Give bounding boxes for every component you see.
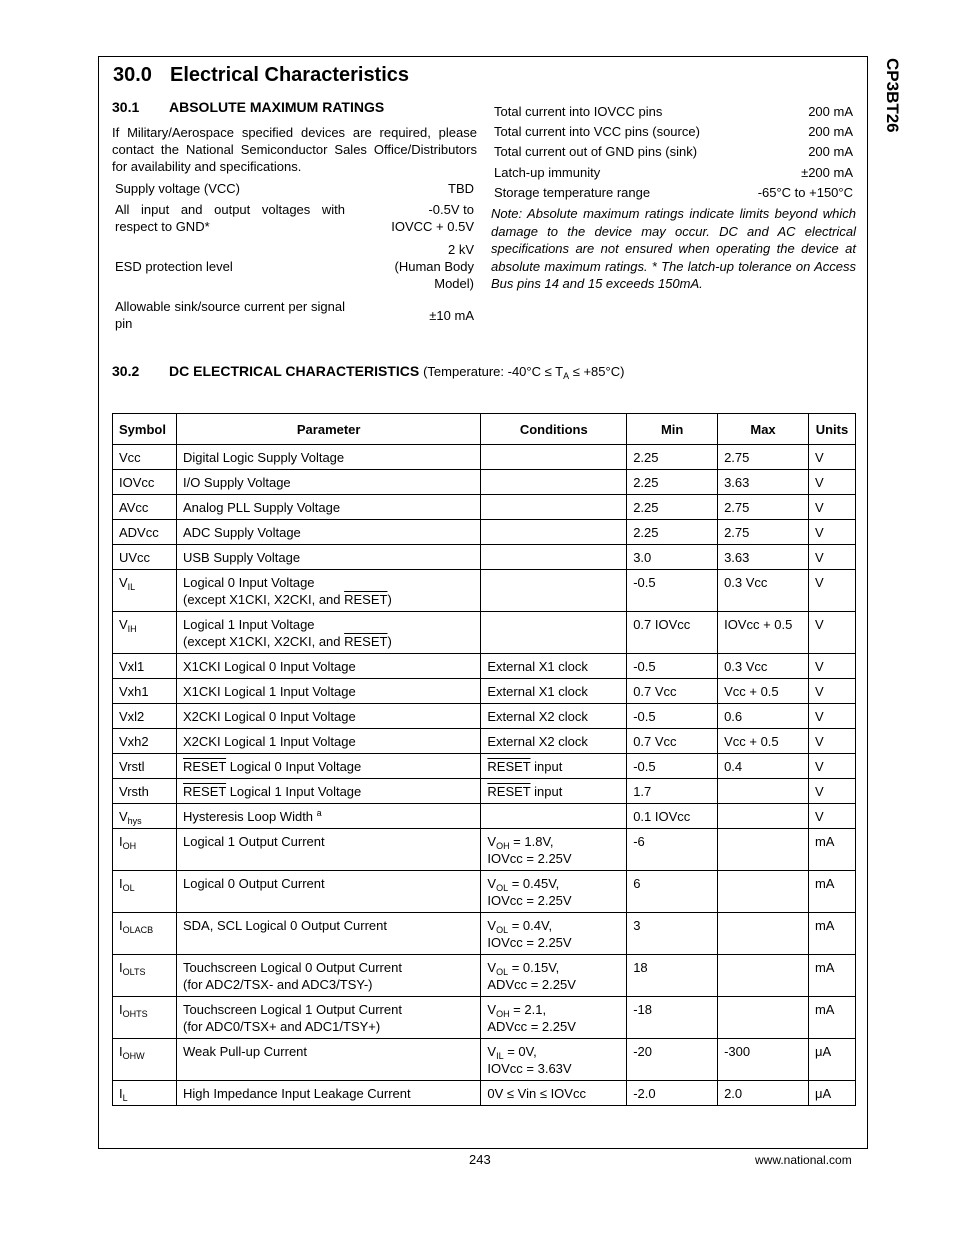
- cell-parameter: [176, 779, 480, 804]
- cell-conditions: [481, 829, 627, 871]
- cell-parameter: [176, 1081, 480, 1106]
- cell-conditions: [481, 495, 627, 520]
- parameter-text: Logical 1 Input Voltage: [226, 784, 362, 799]
- table-row: [113, 545, 856, 570]
- table-row: [113, 754, 856, 779]
- parameter-text: Logical 0 Input Voltage: [182, 575, 315, 590]
- cell-min: 0.7 Vcc: [627, 729, 718, 754]
- amr-param: ESD protection level: [115, 258, 233, 274]
- condition-symbol: V: [487, 1002, 497, 1017]
- amr-param: Supply voltage (VCC): [115, 181, 240, 196]
- condition-subscript: OH: [496, 841, 510, 851]
- parameter-text: Logical 0 Input Voltage: [226, 759, 362, 774]
- symbol-text: I: [119, 834, 123, 849]
- amr-value: -0.5V to IOVCC + 0.5V: [391, 202, 474, 234]
- table-body: [113, 445, 856, 1106]
- table-row: [113, 871, 856, 913]
- cell-conditions: [481, 654, 627, 679]
- condition-symbol: V: [487, 876, 497, 891]
- cell-parameter: [176, 997, 480, 1039]
- cell-max: 0.3 Vcc: [718, 570, 809, 612]
- cell-symbol: [113, 545, 177, 570]
- overline-text: RESET: [344, 634, 388, 649]
- cell-min: 3.0: [627, 545, 718, 570]
- table-row: [113, 679, 856, 704]
- symbol-subscript: OHW: [122, 1051, 145, 1061]
- cell-units: μA: [808, 1039, 855, 1081]
- overline-text: RESET: [487, 759, 531, 774]
- cell-max: IOVcc + 0.5: [718, 612, 809, 654]
- dc-characteristics-table: [112, 413, 856, 1106]
- cell-parameter: [176, 829, 480, 871]
- cell-parameter: [176, 495, 480, 520]
- temp-prefix: (Temperature: -40°C ≤ T: [423, 364, 564, 379]
- cell-units: V: [808, 545, 855, 570]
- cell-conditions: [481, 804, 627, 829]
- parameter-text: X1CKI Logical 1 Input Voltage: [182, 684, 356, 699]
- table-row: [113, 570, 856, 612]
- amr-param: Total current into VCC pins (source): [494, 123, 700, 139]
- condition-text: = 0.45V,: [508, 876, 560, 891]
- amr-param: Allowable sink/source current per signal pin: [115, 299, 345, 331]
- cell-units: V: [808, 470, 855, 495]
- parameter-text: Analog PLL Supply Voltage: [182, 500, 341, 515]
- symbol-text: V: [119, 617, 128, 632]
- cell-parameter: [176, 520, 480, 545]
- parameter-line2: (for ADC2/TSX- and ADC3/TSY-): [182, 977, 373, 992]
- cell-symbol: [113, 1081, 177, 1106]
- cell-symbol: [113, 997, 177, 1039]
- cell-parameter: [176, 1039, 480, 1081]
- condition-subscript: OL: [496, 883, 509, 893]
- condition-symbol: V: [487, 1044, 497, 1059]
- amr-row: [491, 101, 856, 121]
- amr-param: Storage temperature range: [494, 184, 651, 200]
- cell-max: [718, 955, 809, 997]
- parameter-text: Logical 0 Output Current: [182, 876, 325, 891]
- cell-parameter: [176, 871, 480, 913]
- cell-symbol: [113, 679, 177, 704]
- cell-parameter: [176, 470, 480, 495]
- footnote-marker: a: [316, 808, 322, 818]
- condition-text: External X2 clock: [487, 734, 588, 749]
- symbol-subscript: IH: [127, 624, 137, 634]
- symbol-subscript: hys: [127, 816, 142, 826]
- cell-symbol: [113, 470, 177, 495]
- condition-text: 0V ≤ Vin ≤ IOVcc: [487, 1086, 586, 1101]
- condition-text: input: [530, 784, 563, 799]
- cell-min: 2.25: [627, 445, 718, 470]
- condition-subscript: OH: [496, 1009, 510, 1019]
- section-title-text: Electrical Characteristics: [170, 64, 410, 86]
- amr-value: -65°C to +150°C: [757, 184, 853, 200]
- amr-row: [491, 121, 856, 141]
- cell-max: [718, 913, 809, 955]
- symbol-text: Vcc: [119, 450, 141, 465]
- cell-conditions: [481, 1081, 627, 1106]
- cell-symbol: [113, 779, 177, 804]
- cell-min: 0.7 Vcc: [627, 679, 718, 704]
- cell-min: -0.5: [627, 754, 718, 779]
- symbol-text: Vxh2: [119, 734, 149, 749]
- col-header-parameter: Parameter: [176, 414, 480, 445]
- cell-symbol: [113, 495, 177, 520]
- parameter-text: High Impedance Input Leakage Current: [182, 1086, 411, 1101]
- symbol-text: I: [119, 1086, 123, 1101]
- amr-value: 200 mA: [808, 144, 853, 160]
- cell-parameter: [176, 445, 480, 470]
- condition-line2: ADVcc = 2.25V: [487, 1019, 576, 1034]
- cell-conditions: [481, 779, 627, 804]
- cell-parameter: [176, 679, 480, 704]
- cell-min: 0.7 IOVcc: [627, 612, 718, 654]
- condition-line2: IOVcc = 2.25V: [487, 935, 572, 950]
- cell-conditions: [481, 955, 627, 997]
- symbol-text: I: [119, 876, 123, 891]
- cell-conditions: [481, 729, 627, 754]
- symbol-text: I: [119, 960, 123, 975]
- cell-units: mA: [808, 997, 855, 1039]
- cell-symbol: [113, 704, 177, 729]
- cell-units: V: [808, 612, 855, 654]
- amr-row: [112, 295, 477, 335]
- cell-min: -18: [627, 997, 718, 1039]
- cell-units: V: [808, 754, 855, 779]
- parameter-text: X2CKI Logical 1 Input Voltage: [182, 734, 356, 749]
- cell-units: V: [808, 445, 855, 470]
- col-header-min: Min: [627, 414, 718, 445]
- condition-subscript: IL: [496, 1051, 504, 1061]
- symbol-text: Vxh1: [119, 684, 149, 699]
- condition-text: = 0.4V,: [508, 918, 553, 933]
- cell-max: [718, 804, 809, 829]
- table-row: [113, 779, 856, 804]
- cell-min: 18: [627, 955, 718, 997]
- col-header-symbol: Symbol: [113, 414, 177, 445]
- symbol-text: UVcc: [119, 550, 151, 565]
- cell-units: V: [808, 779, 855, 804]
- parameter-text: X1CKI Logical 0 Input Voltage: [182, 659, 356, 674]
- parameter-text: I/O Supply Voltage: [182, 475, 291, 490]
- cell-max: 0.3 Vcc: [718, 654, 809, 679]
- cell-max: 0.4: [718, 754, 809, 779]
- cell-symbol: [113, 955, 177, 997]
- table-row: [113, 955, 856, 997]
- amr-value: ±200 mA: [801, 164, 853, 180]
- cell-units: V: [808, 729, 855, 754]
- symbol-subscript: OH: [122, 841, 137, 851]
- condition-symbol: V: [487, 960, 497, 975]
- col-header-units: Units: [808, 414, 855, 445]
- amr-param: Total current out of GND pins (sink): [494, 144, 698, 160]
- cell-min: 2.25: [627, 470, 718, 495]
- cell-conditions: [481, 704, 627, 729]
- amr-heading: [112, 99, 384, 115]
- table-row: [113, 997, 856, 1039]
- symbol-subscript: OLTS: [122, 967, 146, 977]
- cell-max: -300: [718, 1039, 809, 1081]
- cell-conditions: [481, 570, 627, 612]
- cell-max: Vcc + 0.5: [718, 679, 809, 704]
- table-row: [113, 654, 856, 679]
- cell-max: 2.75: [718, 520, 809, 545]
- condition-text: = 2.1,: [509, 1002, 547, 1017]
- col-header-conditions: Conditions: [481, 414, 627, 445]
- cell-units: V: [808, 804, 855, 829]
- amr-row: [491, 182, 856, 202]
- cell-conditions: [481, 470, 627, 495]
- cell-symbol: [113, 570, 177, 612]
- cell-symbol: [113, 445, 177, 470]
- cell-min: -0.5: [627, 704, 718, 729]
- cell-conditions: [481, 520, 627, 545]
- parameter-line2: (except X1CKI, X2CKI, and: [182, 592, 345, 607]
- cell-max: 0.6: [718, 704, 809, 729]
- cell-parameter: [176, 570, 480, 612]
- parameter-text: Hysteresis Loop Width: [182, 809, 317, 824]
- cell-conditions: [481, 913, 627, 955]
- dc-number: 30.2: [112, 363, 140, 379]
- condition-line2: ADVcc = 2.25V: [487, 977, 576, 992]
- parameter-text: X2CKI Logical 0 Input Voltage: [182, 709, 356, 724]
- table-row: [113, 445, 856, 470]
- amr-value: 200 mA: [808, 123, 853, 139]
- condition-text: = 0.15V,: [508, 960, 560, 975]
- amr-note: Note: Absolute maximum ratings indicate limits beyond which damage to the device may occur. DC and AC electrical specifications are not ensured when operating the device at absolute maximum ratings. * The latch-up tolerance on Access Bus pins 14 and 15 exceeds 150mA.: [491, 206, 856, 291]
- condition-text: External X1 clock: [487, 659, 588, 674]
- cell-units: mA: [808, 913, 855, 955]
- cell-symbol: [113, 829, 177, 871]
- cell-min: -20: [627, 1039, 718, 1081]
- symbol-text: Vrstl: [119, 759, 145, 774]
- cell-conditions: [481, 445, 627, 470]
- amr-param: Total current into IOVCC pins: [494, 103, 663, 119]
- cell-units: mA: [808, 955, 855, 997]
- parameter-text: Weak Pull-up Current: [182, 1044, 308, 1059]
- cell-symbol: [113, 654, 177, 679]
- amr-row: [112, 178, 477, 199]
- cell-min: 0.1 IOVcc: [627, 804, 718, 829]
- table-row: [113, 495, 856, 520]
- cell-symbol: [113, 520, 177, 545]
- cell-conditions: [481, 1039, 627, 1081]
- condition-symbol: V: [487, 834, 497, 849]
- cell-min: -0.5: [627, 570, 718, 612]
- cell-units: mA: [808, 829, 855, 871]
- cell-conditions: [481, 612, 627, 654]
- overline-text: RESET: [487, 784, 531, 799]
- amr-title: ABSOLUTE MAXIMUM RATINGS: [169, 99, 385, 115]
- col-header-max: Max: [718, 414, 809, 445]
- parameter-text: Touchscreen Logical 1 Output Current: [182, 1002, 402, 1017]
- cell-parameter: [176, 955, 480, 997]
- parameter-text: Digital Logic Supply Voltage: [182, 450, 345, 465]
- cell-parameter: [176, 804, 480, 829]
- table-row: [113, 804, 856, 829]
- symbol-subscript: OL: [122, 883, 135, 893]
- cell-min: 3: [627, 913, 718, 955]
- cell-units: V: [808, 654, 855, 679]
- cell-parameter: [176, 654, 480, 679]
- cell-conditions: [481, 679, 627, 704]
- amr-value: ±10 mA: [429, 307, 474, 323]
- symbol-subscript: IL: [127, 582, 136, 592]
- parameter-text: SDA, SCL Logical 0 Output Current: [182, 918, 387, 933]
- parameter-text: Logical 1 Input Voltage: [182, 617, 315, 632]
- cell-min: 1.7: [627, 779, 718, 804]
- cell-conditions: [481, 997, 627, 1039]
- temp-suffix: ≤ +85°C): [569, 364, 625, 379]
- table-row: [113, 704, 856, 729]
- symbol-text: I: [119, 1044, 123, 1059]
- cell-parameter: [176, 729, 480, 754]
- symbol-text: Vrsth: [119, 784, 149, 799]
- condition-text: External X2 clock: [487, 709, 588, 724]
- amr-row: [491, 162, 856, 182]
- parameter-text: USB Supply Voltage: [182, 550, 301, 565]
- symbol-text: Vxl1: [119, 659, 145, 674]
- cell-conditions: [481, 545, 627, 570]
- cell-units: V: [808, 704, 855, 729]
- amr-right-table: [491, 101, 856, 202]
- cell-min: -2.0: [627, 1081, 718, 1106]
- symbol-text: V: [119, 575, 128, 590]
- table-row: [113, 470, 856, 495]
- cell-max: 2.75: [718, 445, 809, 470]
- cell-units: V: [808, 679, 855, 704]
- amr-row: [112, 199, 477, 237]
- cell-parameter: [176, 545, 480, 570]
- cell-parameter: [176, 754, 480, 779]
- parameter-line2-end: ): [387, 634, 392, 649]
- cell-symbol: [113, 1039, 177, 1081]
- condition-symbol: V: [487, 918, 497, 933]
- cell-min: 2.25: [627, 520, 718, 545]
- cell-max: Vcc + 0.5: [718, 729, 809, 754]
- dc-title: DC ELECTRICAL CHARACTERISTICS: [169, 363, 420, 379]
- cell-max: [718, 997, 809, 1039]
- cell-min: -0.5: [627, 654, 718, 679]
- overline-text: RESET: [344, 592, 388, 607]
- cell-min: 2.25: [627, 495, 718, 520]
- condition-line2: IOVcc = 2.25V: [487, 893, 572, 908]
- symbol-text: AVcc: [119, 500, 149, 515]
- cell-max: [718, 829, 809, 871]
- cell-parameter: [176, 612, 480, 654]
- condition-text: input: [530, 759, 563, 774]
- condition-text: External X1 clock: [487, 684, 588, 699]
- symbol-subscript: L: [122, 1093, 128, 1103]
- parameter-line2-end: ): [387, 592, 392, 607]
- amr-left-table: [112, 178, 477, 335]
- cell-units: V: [808, 570, 855, 612]
- symbol-text: I: [119, 1002, 123, 1017]
- dc-heading: [112, 363, 624, 379]
- cell-units: mA: [808, 871, 855, 913]
- overline-text: RESET: [182, 759, 227, 774]
- cell-symbol: [113, 913, 177, 955]
- parameter-line2: (for ADC0/TSX+ and ADC1/TSY+): [182, 1019, 381, 1034]
- table-row: [113, 1081, 856, 1106]
- cell-max: 2.0: [718, 1081, 809, 1106]
- condition-subscript: OL: [496, 967, 509, 977]
- amr-param: Latch-up immunity: [494, 164, 601, 180]
- table-row: [113, 1039, 856, 1081]
- symbol-subscript: OHTS: [122, 1009, 148, 1019]
- cell-units: V: [808, 495, 855, 520]
- temp-sub: A: [563, 371, 570, 381]
- footer-url: www.national.com: [755, 1153, 852, 1167]
- amr-value: TBD: [448, 181, 474, 196]
- amr-row: [112, 237, 477, 295]
- cell-max: [718, 871, 809, 913]
- symbol-text: V: [119, 809, 128, 824]
- table-row: [113, 829, 856, 871]
- cell-parameter: [176, 704, 480, 729]
- side-product-label: CP3BT26: [883, 58, 902, 133]
- table-row: [113, 913, 856, 955]
- symbol-subscript: OLACB: [122, 925, 154, 935]
- table-row: [113, 729, 856, 754]
- cell-parameter: [176, 913, 480, 955]
- page-number: 243: [469, 1152, 491, 1167]
- cell-units: μA: [808, 1081, 855, 1106]
- condition-line2: IOVcc = 2.25V: [487, 851, 572, 866]
- cell-symbol: [113, 871, 177, 913]
- table-row: [113, 612, 856, 654]
- symbol-text: ADVcc: [119, 525, 159, 540]
- amr-intro: If Military/Aerospace specified devices are required, please contact the National Semiconductor Sales Office/Distributors for availability and specifications.: [112, 125, 477, 174]
- table-row: [113, 520, 856, 545]
- condition-text: = 0V,: [503, 1044, 537, 1059]
- symbol-text: I: [119, 918, 123, 933]
- table-header-row: [113, 414, 856, 445]
- cell-symbol: [113, 804, 177, 829]
- symbol-text: IOVcc: [119, 475, 155, 490]
- overline-text: RESET: [182, 784, 227, 799]
- condition-line2: IOVcc = 3.63V: [487, 1061, 572, 1076]
- amr-param: All input and output voltages with respect to GND*: [115, 202, 345, 234]
- cell-max: [718, 779, 809, 804]
- condition-subscript: OL: [496, 925, 509, 935]
- parameter-text: Logical 1 Output Current: [182, 834, 325, 849]
- cell-min: 6: [627, 871, 718, 913]
- cell-symbol: [113, 612, 177, 654]
- cell-min: -6: [627, 829, 718, 871]
- amr-value: 200 mA: [808, 103, 853, 119]
- cell-symbol: [113, 754, 177, 779]
- amr-value: 2 kV (Human Body Model): [394, 241, 474, 291]
- cell-symbol: [113, 729, 177, 754]
- cell-max: 2.75: [718, 495, 809, 520]
- parameter-text: ADC Supply Voltage: [182, 525, 301, 540]
- dc-temperature-note: [423, 364, 624, 379]
- section-title: [113, 64, 409, 87]
- cell-conditions: [481, 871, 627, 913]
- parameter-text: Touchscreen Logical 0 Output Current: [182, 960, 402, 975]
- amr-row: [491, 142, 856, 162]
- cell-units: V: [808, 520, 855, 545]
- amr-number: 30.1: [112, 99, 140, 115]
- cell-max: 3.63: [718, 545, 809, 570]
- condition-text: = 1.8V,: [509, 834, 554, 849]
- section-number: 30.0: [113, 64, 152, 86]
- cell-max: 3.63: [718, 470, 809, 495]
- cell-conditions: [481, 754, 627, 779]
- symbol-text: Vxl2: [119, 709, 145, 724]
- parameter-line2: (except X1CKI, X2CKI, and: [182, 634, 345, 649]
